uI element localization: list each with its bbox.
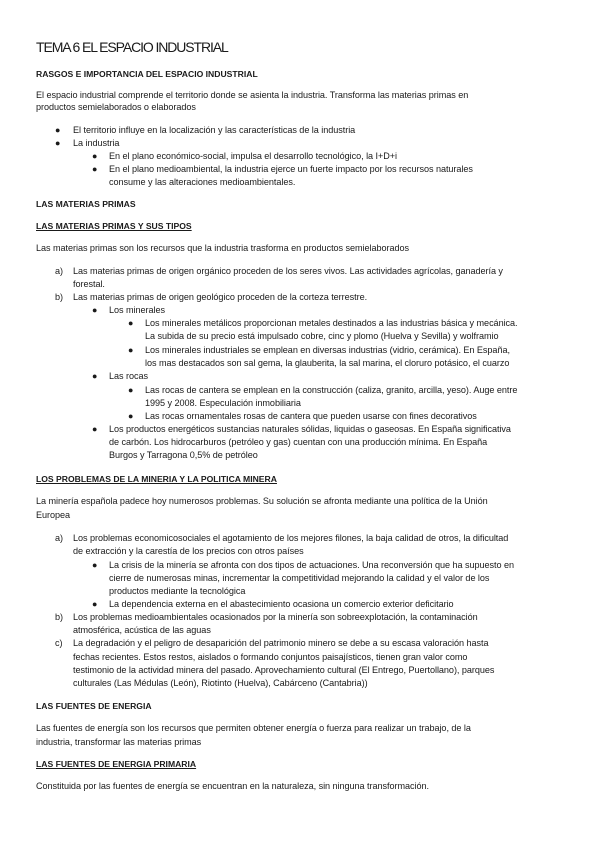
list-label: a) bbox=[55, 266, 64, 276]
list-item-continuation: productos mediante la tecnológica bbox=[109, 586, 246, 596]
bullet-icon: ● bbox=[92, 371, 98, 381]
bullet-icon: ● bbox=[92, 164, 98, 174]
list-item: En el plano económico-social, impulsa el desarrollo tecnológico, la I+D+i bbox=[109, 151, 398, 161]
list-item: Las rocas bbox=[109, 371, 148, 381]
section-heading-rasgos: RASGOS E IMPORTANCIA DEL ESPACIO INDUSTRIAL bbox=[36, 69, 258, 79]
list-item: Los problemas economicosociales el agotamiento de los mejores filones, la baja calidad de otros, la dificultad bbox=[73, 533, 509, 543]
subsection-heading-tipos: LAS MATERIAS PRIMAS Y SUS TIPOS bbox=[36, 221, 192, 231]
paragraph-line: El espacio industrial comprende el territorio donde se asienta la industria. Transforma las materias primas en bbox=[36, 90, 469, 100]
section-heading-materias: LAS MATERIAS PRIMAS bbox=[36, 199, 136, 209]
list-item-continuation: forestal. bbox=[73, 279, 105, 289]
paragraph-line: Constituida por las fuentes de energía se encuentran en la naturaleza, sin ninguna transformación. bbox=[36, 781, 429, 791]
paragraph-line: productos semielaborados o elaborados bbox=[36, 102, 196, 112]
list-item-continuation: los mas destacados son sal gema, la glauberita, la sal marina, el cloruro potásico, el cuarzo bbox=[145, 358, 510, 368]
list-label: b) bbox=[55, 612, 64, 622]
list-item-continuation: de carbón. Los hidrocarburos (petróleo y gas) cuentan con una producción mínima. En España bbox=[109, 437, 488, 447]
subsection-heading-mineria: LOS PROBLEMAS DE LA MINERIA Y LA POLITICA MINERA bbox=[36, 474, 277, 484]
bullet-icon: ● bbox=[92, 305, 98, 315]
list-item: La crisis de la minería se afronta con dos tipos de actuaciones. Una reconversión que ha supuesto en bbox=[109, 560, 514, 570]
list-item: Los minerales metálicos proporcionan metales destinados a las industrias básica y mecánica. bbox=[145, 318, 518, 328]
list-item-continuation: Burgos y Tarragona 0,5% de petróleo bbox=[109, 450, 258, 460]
list-item-continuation: cierre de numerosas minas, incrementar la competitividad mejorando la calidad y el valor de los bbox=[109, 573, 490, 583]
list-label: c) bbox=[55, 638, 63, 648]
bullet-icon: ● bbox=[92, 151, 98, 161]
list-item: La industria bbox=[73, 138, 120, 148]
list-item: Las materias primas de origen orgánico proceden de los seres vivos. Las actividades agrícolas, ganadería y bbox=[73, 266, 503, 276]
list-item: En el plano medioambiental, la industria ejerce un fuerte impacto por los recursos naturales bbox=[109, 164, 473, 174]
bullet-icon: ● bbox=[128, 318, 134, 328]
list-item: Los minerales industriales se emplean en diversas industrias (vidrio, cerámica). En España, bbox=[145, 345, 510, 355]
list-item-continuation: 1995 y 2008. Especulación inmobiliaria bbox=[145, 398, 301, 408]
bullet-icon: ● bbox=[55, 125, 61, 135]
bullet-icon: ● bbox=[55, 138, 61, 148]
paragraph-line: Las fuentes de energía son los recursos que permiten obtener energía o fuerza para realizar un trabajo, de la bbox=[36, 723, 471, 733]
section-heading-energia: LAS FUENTES DE ENERGIA bbox=[36, 701, 152, 711]
paragraph-line: La minería española padece hoy numerosos problemas. Su solución se afronta mediante una política de la Unión bbox=[36, 496, 488, 506]
list-item: El territorio influye en la localización y las características de la industria bbox=[73, 125, 356, 135]
list-label: a) bbox=[55, 533, 64, 543]
list-item-continuation: atmosférica, acústica de las aguas bbox=[73, 625, 211, 635]
list-item-continuation: fechas recientes. Estos restos, aislados o formando conjuntos paisajísticos, tienen gran valor como bbox=[73, 652, 468, 662]
bullet-icon: ● bbox=[92, 424, 98, 434]
list-item-continuation: La subida de su precio está impulsado cobre, cinc y plomo (Huelva y Sevilla) y wolframio bbox=[145, 331, 499, 341]
list-label: b) bbox=[55, 292, 64, 302]
subsection-heading-primaria: LAS FUENTES DE ENERGIA PRIMARIA bbox=[36, 759, 197, 769]
list-item: La dependencia externa en el abastecimiento ocasiona un comercio exterior deficitario bbox=[109, 599, 454, 609]
list-item: Los productos energéticos sustancias naturales sólidas, liquidas o gaseosas. En España significativa bbox=[109, 424, 511, 434]
list-item: Los problemas medioambientales ocasionados por la minería son sobreexplotación, la contaminación bbox=[73, 612, 478, 622]
list-item-continuation: de extracción y la carestía de los precios con otros países bbox=[73, 546, 304, 556]
bullet-icon: ● bbox=[128, 411, 134, 421]
bullet-icon: ● bbox=[128, 385, 134, 395]
paragraph-line: industria, transformar las materias primas bbox=[36, 737, 202, 747]
list-item: Las rocas de cantera se emplean en la construcción (caliza, granito, arcilla, yeso). Auge entre bbox=[145, 385, 518, 395]
paragraph-line: Europea bbox=[36, 510, 71, 520]
list-item-continuation: consume y las alteraciones medioambientales. bbox=[109, 177, 296, 187]
list-item: Las materias primas de origen geológico proceden de la corteza terrestre. bbox=[73, 292, 368, 302]
list-item: Los minerales bbox=[109, 305, 165, 315]
page-title: TEMA 6 EL ESPACIO INDUSTRIAL bbox=[36, 39, 228, 55]
bullet-icon: ● bbox=[92, 599, 98, 609]
list-item: Las rocas ornamentales rosas de cantera que pueden usarse con fines decorativos bbox=[145, 411, 477, 421]
paragraph-line: Las materias primas son los recursos que la industria trasforma en productos semielaborados bbox=[36, 243, 410, 253]
list-item-continuation: culturales (Las Médulas (León), Riotinto (Huelva), Cabárceno (Cantabria)) bbox=[73, 678, 368, 688]
list-item-continuation: testimonio de la actividad minera del pasado. Aprovechamiento cultural (El Entrego, Puertollano), parques bbox=[73, 665, 495, 675]
bullet-icon: ● bbox=[92, 560, 98, 570]
list-item: La degradación y el peligro de desaparición del patrimonio minero se debe a su escasa valoración hasta bbox=[73, 638, 489, 648]
bullet-icon: ● bbox=[128, 345, 134, 355]
